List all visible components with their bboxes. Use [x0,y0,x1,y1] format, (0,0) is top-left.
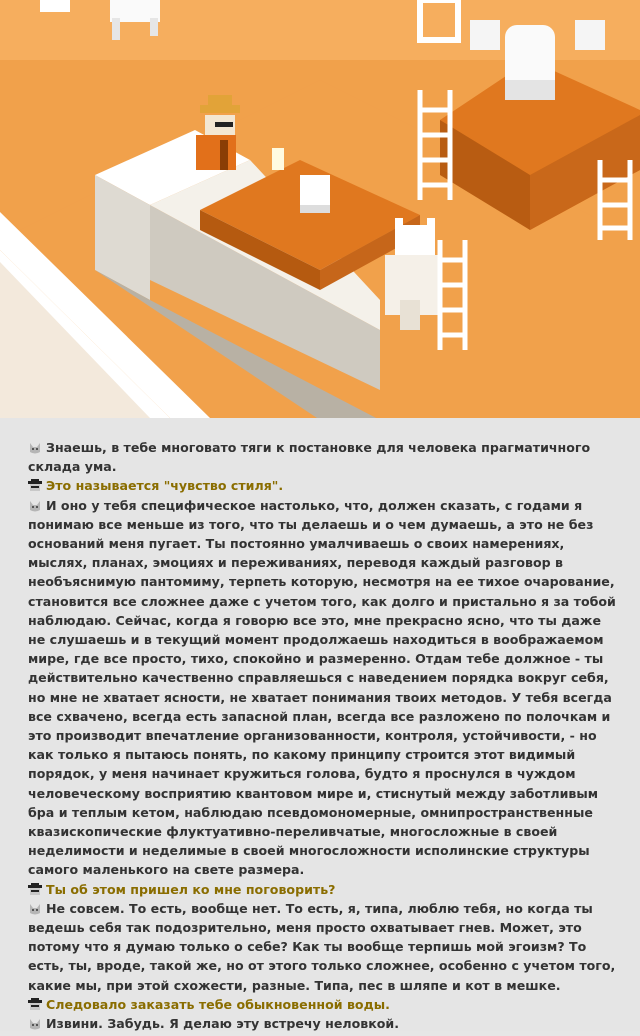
dialogue-text: И оно у тебя специфическое настолько, что, должен сказать, с годами я понимаю все меньше из того, что ты делаешь и о чем думаешь, а это не без оснований меня пугает. Ты постоянно умалчиваешь о своих намерениях, мыслях, планах, эмоциях и переживаниях, переводя каждый разговор в необъяснимую пантомиму, терпеть которую, несмотря на ее тихое очарование, становится все сложнее даже с учетом того, как долго и пристально я за тобой наблюдаю. Сейчас, когда я говорю все это, мне прекрасно ясно, что ты даже не слушаешь и в текущий момент продолжаешь находиться в воображаемом мире, где все просто, тихо, спокойно и размеренно. Отдам тебе должное - ты действительно качественно справляешься с наведением порядка вокруг себя, но мне не хватает ясности, не хватает понимания твоих методов. У тебя всегда все схвачено, всегда есть запасной план, всегда все разложено по полочкам и это производит впечатление организованности, контроля, устойчивости, - но как только я пытаюсь понять, по какому принципу строится этот видимый порядок, у меня начинает кружиться голова, будто я проснулся в чуждом человеческому восприятию квантовом мире и, стиснутый между заботливым бра и теплым кетом, наблюдаю псевдомономерные, омнипространственные квазископические флуктуативно-переливчатые, многосложные в своей неделимости и неделимые в своей многосложности исполинские структуры самого маленького на свете размера. [28,497,616,878]
cat-icon [28,499,42,513]
cat-icon [28,441,42,455]
dialogue-line-dog [28,880,620,899]
dialogue-line-dog [28,995,620,1014]
dog-icon [28,479,42,493]
dialogue-log [0,418,640,1031]
dialogue-line-dog [28,476,620,495]
dialogue-text: Следовало заказать тебе обыкновенной воды. [46,996,390,1012]
dialogue-text: Это называется "чувство стиля". [46,478,284,494]
table-top-left [40,0,70,12]
dog-character [196,95,240,170]
dialogue-line-cat [28,438,620,476]
dog-icon [28,998,42,1012]
dialogue-text: Извини. Забудь. Я делаю эту встречу неловкой. [46,1016,400,1032]
cat-icon [28,902,42,916]
dialogue-text: Ты об этом пришел ко мне поговорить? [46,881,336,897]
dialogue-text: Знаешь, в тебе многовато тяги к постановке для человека прагматичного склада ума. [28,440,591,475]
cat-icon [28,1017,42,1031]
dog-icon [28,883,42,897]
dialogue-line-cat [28,1014,620,1033]
isometric-cafe-scene [0,0,640,418]
dialogue-text: Не совсем. То есть, вообще нет. То есть, я, типа, люблю тебя, но когда ты ведешь себя так подозрительно, меня просто охватывает гнев. Может, это потому что я думаю только о себе? Как ты вообще терпишь мой эгоизм? То есть, ты, вроде, такой же, но от этого только сложнее, особенно с учетом того, какие мы, при этой схожести, разные. Типа, пес в шляпе и кот в мешке. [28,900,616,993]
dialogue-line-cat [28,496,620,880]
game-scene [0,0,640,418]
dialogue-line-cat [28,899,620,995]
